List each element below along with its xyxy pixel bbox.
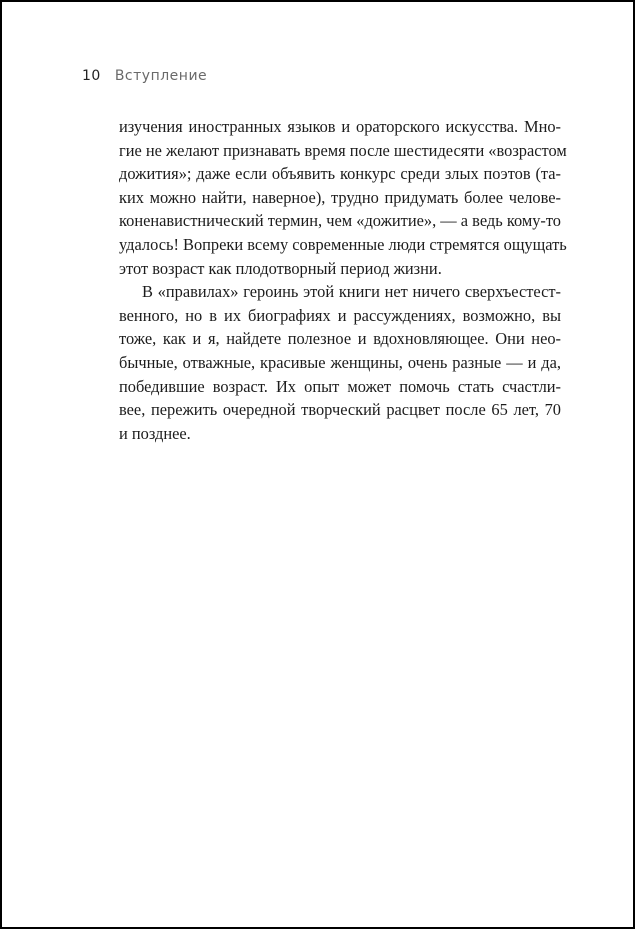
text-line: гие не желают признавать время после шестидесяти «возрастом xyxy=(119,140,567,160)
text-line: ких можно найти, наверное), трудно придумать более челове- xyxy=(119,187,561,207)
text-line: В «правилах» героинь этой книги нет ничего сверхъестест- xyxy=(142,282,561,302)
text-line: удалось! Вопреки всему современные люди стремятся ощущать xyxy=(119,234,567,254)
text-line: победившие возраст. Их опыт может помочь стать счастли- xyxy=(119,376,561,396)
text-line: и позднее. xyxy=(119,423,191,443)
section-title: Вступление xyxy=(114,68,208,84)
text-line: изучения иностранных языков и ораторского искусства. Мно- xyxy=(119,117,561,136)
text-line: коненавистнический термин, чем «дожитие», — а ведь кому-то xyxy=(119,211,561,231)
text-line: этот возраст как плодотворный период жизни. xyxy=(119,258,442,278)
text-line: венного, но в их биографиях и рассуждениях, возможно, вы xyxy=(119,305,561,325)
text-line: дожития»; даже если объявить конкурс среди злых поэтов (та- xyxy=(119,164,561,184)
paragraph-2 xyxy=(119,280,561,445)
text-line: тоже, как и я, найдете полезное и вдохновляющее. Они нео- xyxy=(119,329,561,349)
text-line: бычные, отважные, красивые женщины, очень разные — и да, xyxy=(119,352,561,372)
running-head xyxy=(82,68,207,84)
paragraph-1 xyxy=(119,115,567,280)
body-text xyxy=(119,115,567,445)
page-number: 10 xyxy=(82,68,101,84)
text-line: вее, пережить очередной творческий расцвет после 65 лет, 70 xyxy=(119,400,561,420)
